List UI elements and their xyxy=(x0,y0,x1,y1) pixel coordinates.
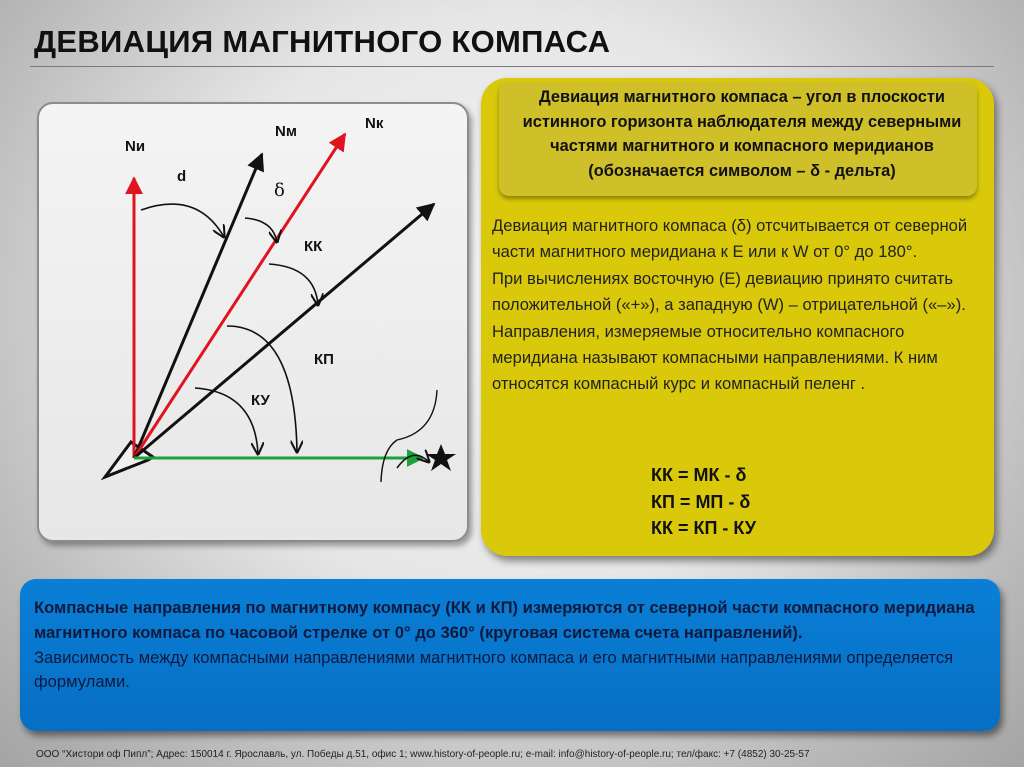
formulas-block xyxy=(651,462,851,542)
title-divider xyxy=(30,66,994,67)
course-line xyxy=(134,204,434,458)
compass-meridian-line xyxy=(134,134,345,458)
label-ni: Nи xyxy=(125,138,146,155)
label-d: d xyxy=(177,168,187,185)
arc-kp xyxy=(227,326,297,452)
formula-kk-mk: КК = МК - δ xyxy=(651,465,747,485)
arc-delta xyxy=(245,218,277,242)
label-delta: δ xyxy=(274,180,285,201)
blue-normal-text: Зависимость между компасными направлениями магнитного компаса и его магнитными направлениями определяется формулами. xyxy=(34,647,954,692)
magnetic-meridian-line xyxy=(134,154,262,458)
blue-bold-text: Компасные направления по магнитному компасу (КК и КП) измеряются от северной части компасного меридиана магнитного компаса по часовой стрелке от 0° до 360° (круговая система счета направлений). xyxy=(34,598,975,642)
deviation-diagram xyxy=(37,102,469,542)
explanation-paragraph: При вычислениях восточную (Е) девиацию принято считать положительной («+»), а западную (W) – отрицательной («–»). xyxy=(492,268,966,315)
explanation-paragraph: Направления, измеряемые относительно компасного меридиана называют компасными направлениями. К ним относятся компасный курс и компасный пеленг . xyxy=(492,321,938,394)
footer-contact: ООО “Хистори оф Пипл”; Адрес: 150014 г. Ярославль, ул. Победы д.51, офис 1; www.history-of-people.ru; e-mail: info@history-of-people.ru; тел/факс: +7 (4852) 30-25-57 xyxy=(36,749,810,760)
arc-kk xyxy=(269,264,318,305)
formula-kp-mp: КП = МП - δ xyxy=(651,491,751,512)
label-nm: Nм xyxy=(275,123,297,140)
blue-info-text xyxy=(34,596,989,695)
page-title: ДЕВИАЦИЯ МАГНИТНОГО КОМПАСА xyxy=(34,24,611,59)
definition-text: Девиация магнитного компаса – угол в плоскости истинного горизонта наблюдателя между северными частями магнитного и компасного меридианов (обозначается символом – δ - дельта) xyxy=(522,88,962,180)
formula-kk-kp: КК = КП - КУ xyxy=(651,518,757,539)
label-ku: КУ xyxy=(251,392,270,409)
arc-d xyxy=(141,204,224,237)
explanation-paragraph: Девиация магнитного компаса (δ) отсчитывается от северной части магнитного меридиана к Е или к W от 0° до 180°. xyxy=(492,216,968,262)
star-icon xyxy=(426,444,456,471)
explanation-text xyxy=(492,213,992,398)
arc-object xyxy=(381,390,437,482)
label-kp: КП xyxy=(314,351,334,368)
label-nk: Nк xyxy=(365,115,384,132)
label-kk: КК xyxy=(304,238,323,255)
